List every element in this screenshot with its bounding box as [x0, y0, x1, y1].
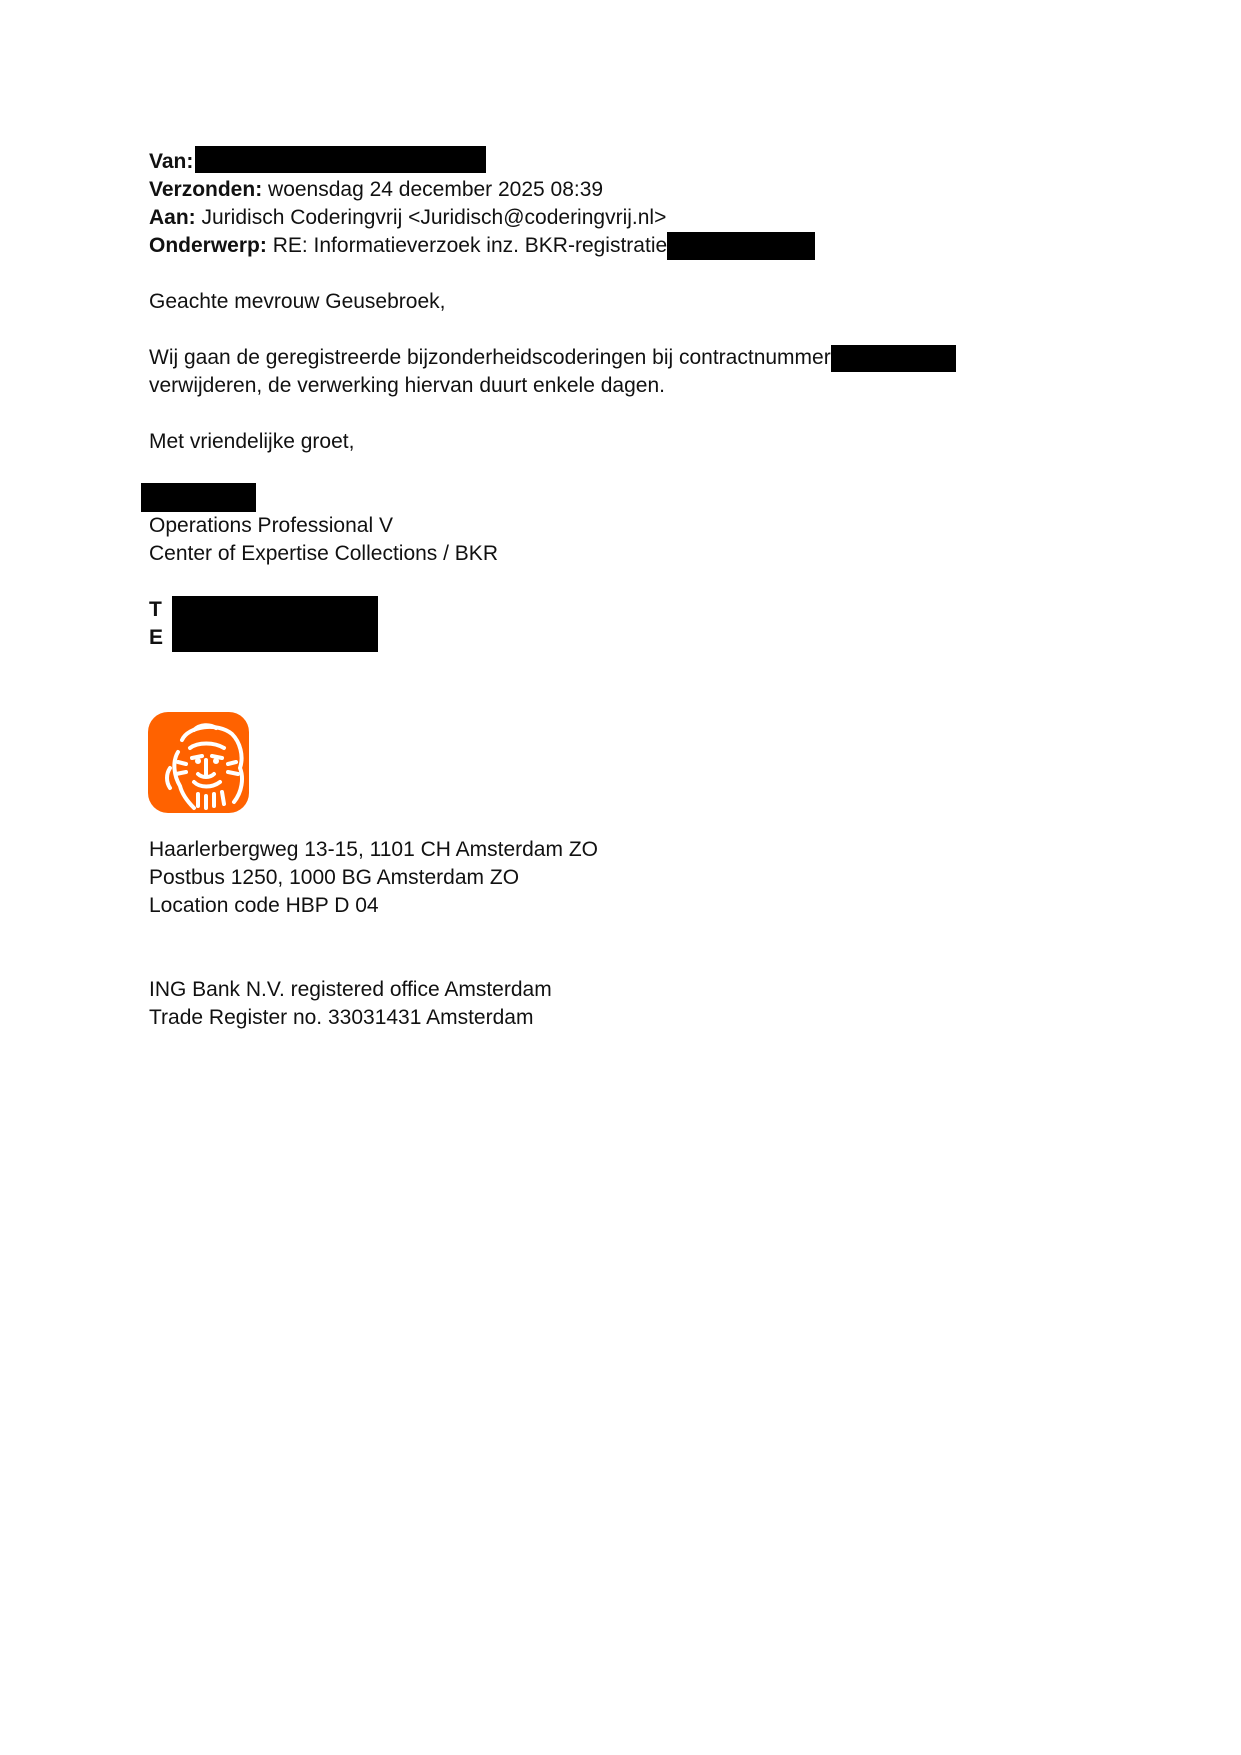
address-line-3: Location code HBP D 04 — [149, 894, 379, 917]
to-label: Aan: — [149, 206, 196, 229]
registered-office: ING Bank N.V. registered office Amsterdam — [149, 978, 552, 1001]
redacted-contract-number — [831, 345, 956, 372]
body-paragraph-line-2: verwijderen, de verwerking hiervan duurt enkele dagen. — [149, 374, 665, 397]
signature-department: Center of Expertise Collections / BKR — [149, 542, 498, 565]
phone-label: T — [149, 598, 162, 621]
ing-lion-logo-icon — [148, 712, 249, 813]
subject-value: RE: Informatieverzoek inz. BKR-registratie — [266, 234, 668, 257]
body-paragraph-line-1 — [149, 344, 956, 372]
lion-icon — [148, 712, 249, 813]
from-line — [149, 148, 193, 176]
to-value: Juridisch Coderingvrij <Juridisch@coderingvrij.nl> — [195, 206, 667, 229]
to-line — [149, 204, 666, 232]
redacted-sender-name — [141, 483, 256, 512]
greeting: Geachte mevrouw Geusebroek, — [149, 290, 446, 313]
address-line-1: Haarlerbergweg 13-15, 1101 CH Amsterdam ZO — [149, 838, 598, 861]
email-label: E — [149, 626, 164, 649]
body-paragraph-text: Wij gaan de geregistreerde bijzonderheidscoderingen bij contractnummer — [149, 346, 831, 369]
from-label: Van: — [149, 150, 194, 173]
redacted-subject-reference — [667, 232, 815, 260]
sent-line — [149, 176, 603, 204]
redacted-sender — [195, 146, 486, 173]
closing: Met vriendelijke groet, — [149, 430, 355, 453]
trade-register: Trade Register no. 33031431 Amsterdam — [149, 1006, 534, 1029]
subject-label: Onderwerp: — [149, 234, 267, 257]
sent-value: woensdag 24 december 2025 08:39 — [262, 178, 604, 201]
sent-label: Verzonden: — [149, 178, 263, 201]
signature-role: Operations Professional V — [149, 514, 393, 537]
redacted-contact-details — [172, 596, 378, 652]
address-line-2: Postbus 1250, 1000 BG Amsterdam ZO — [149, 866, 520, 889]
subject-line — [149, 232, 815, 260]
